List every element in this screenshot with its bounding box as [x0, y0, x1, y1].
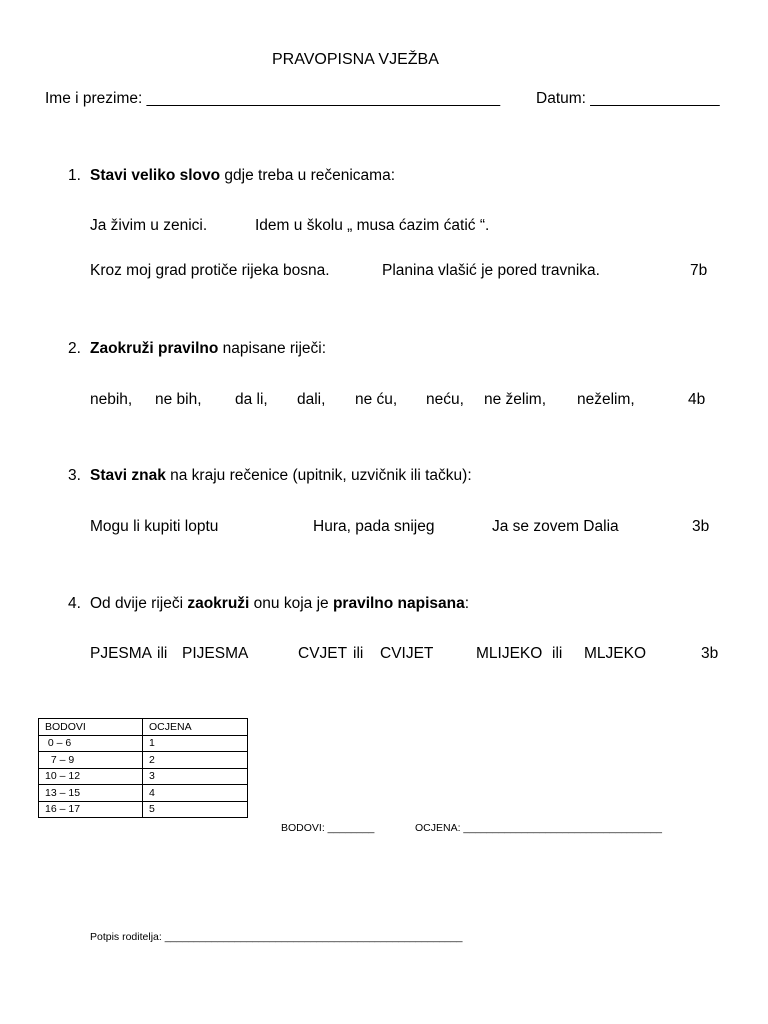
task-1-instruction [90, 167, 395, 185]
ocjena-field[interactable]: OCJENA: __________________________________ [415, 822, 662, 834]
table-row [39, 768, 248, 785]
task-1-instruction-rest: gdje treba u rečenicama: [220, 167, 395, 184]
table-cell: 1 [143, 735, 248, 752]
bodovi-field[interactable]: BODOVI: ________ [281, 822, 375, 834]
task-2-instruction-bold: Zaokruži pravilno [90, 340, 219, 357]
task-4-instruction-bold: pravilno napisana [332, 595, 465, 612]
task-4-connector: ili [552, 645, 563, 662]
task-1-sentence: Idem u školu „ musa ćazim ćatić “. [255, 217, 490, 234]
task-4-word[interactable]: PIJESMA [182, 645, 249, 662]
task-1-sentence: Planina vlašić je pored travnika. [382, 262, 600, 279]
task-2-word[interactable]: ne želim, [484, 391, 547, 408]
task-2-instruction [90, 340, 326, 358]
page-title: PRAVOPISNA VJEŽBA [272, 51, 439, 68]
task-4-word[interactable]: MLIJEKO [476, 645, 543, 662]
table-cell: 10 – 12 [39, 768, 143, 785]
task-4-instruction [90, 595, 469, 613]
task-2-word[interactable]: da li, [235, 391, 268, 408]
task-3-instruction-rest: na kraju rečenice (upitnik, uzvičnik ili tačku): [165, 467, 472, 484]
table-cell: 0 – 6 [39, 735, 143, 752]
task-3-sentence: Hura, pada snijeg [313, 518, 435, 535]
task-3-instruction [90, 467, 472, 485]
task-2-word[interactable]: dali, [297, 391, 326, 408]
task-4-connector: ili [157, 645, 168, 662]
table-cell: 7 – 9 [39, 752, 143, 769]
task-1-number: 1. [68, 167, 81, 184]
task-1-instruction-bold: Stavi veliko slovo [90, 167, 221, 184]
table-cell: 13 – 15 [39, 785, 143, 802]
task-2-instruction-rest: napisane riječi: [218, 340, 327, 357]
table-cell: 2 [143, 752, 248, 769]
task-3-points: 3b [692, 518, 710, 535]
table-row [39, 801, 248, 818]
task-3-number: 3. [68, 467, 81, 484]
task-2-number: 2. [68, 340, 81, 357]
grade-table-header [39, 719, 248, 736]
task-1-sentence: Ja živim u zenici. [90, 217, 208, 234]
table-cell: 3 [143, 768, 248, 785]
task-2-points: 4b [688, 391, 706, 408]
task-4-word[interactable]: CVJET [298, 645, 348, 662]
table-cell: 4 [143, 785, 248, 802]
task-4-connector: ili [353, 645, 364, 662]
signature-field[interactable]: Potpis roditelja: ___________________________________________________ [90, 931, 463, 943]
table-cell: 16 – 17 [39, 801, 143, 818]
task-4-word[interactable]: CVIJET [380, 645, 434, 662]
date-field[interactable]: Datum: _______________ [536, 90, 720, 107]
table-cell: 5 [143, 801, 248, 818]
table-row [39, 785, 248, 802]
task-3-sentence: Ja se zovem Dalia [492, 518, 619, 535]
task-4-word[interactable]: MLJEKO [584, 645, 647, 662]
grade-table-header-cell: OCJENA [143, 719, 248, 736]
task-3-sentence: Mogu li kupiti loptu [90, 518, 219, 535]
task-4-instruction-part: : [464, 595, 470, 612]
task-2-word[interactable]: ne bih, [155, 391, 202, 408]
task-4-number: 4. [68, 595, 81, 612]
task-3-instruction-bold: Stavi znak [90, 467, 166, 484]
task-2-word[interactable]: neželim, [577, 391, 635, 408]
table-row [39, 735, 248, 752]
task-1-points: 7b [690, 262, 708, 279]
task-4-instruction-bold: zaokruži [187, 595, 250, 612]
grade-table-header-cell: BODOVI [39, 719, 143, 736]
task-4-points: 3b [701, 645, 719, 662]
task-4-instruction-part: onu koja je [249, 595, 333, 612]
task-2-word[interactable]: nebih, [90, 391, 133, 408]
task-2-word[interactable]: ne ću, [355, 391, 398, 408]
task-4-word[interactable]: PJESMA [90, 645, 153, 662]
task-4-instruction-part: Od dvije riječi [90, 595, 188, 612]
name-field[interactable]: Ime i prezime: _________________________________________ [45, 90, 501, 107]
task-1-sentence: Kroz moj grad protiče rijeka bosna. [90, 262, 330, 279]
table-row [39, 752, 248, 769]
task-2-word[interactable]: neću, [426, 391, 464, 408]
grade-table [38, 718, 248, 818]
